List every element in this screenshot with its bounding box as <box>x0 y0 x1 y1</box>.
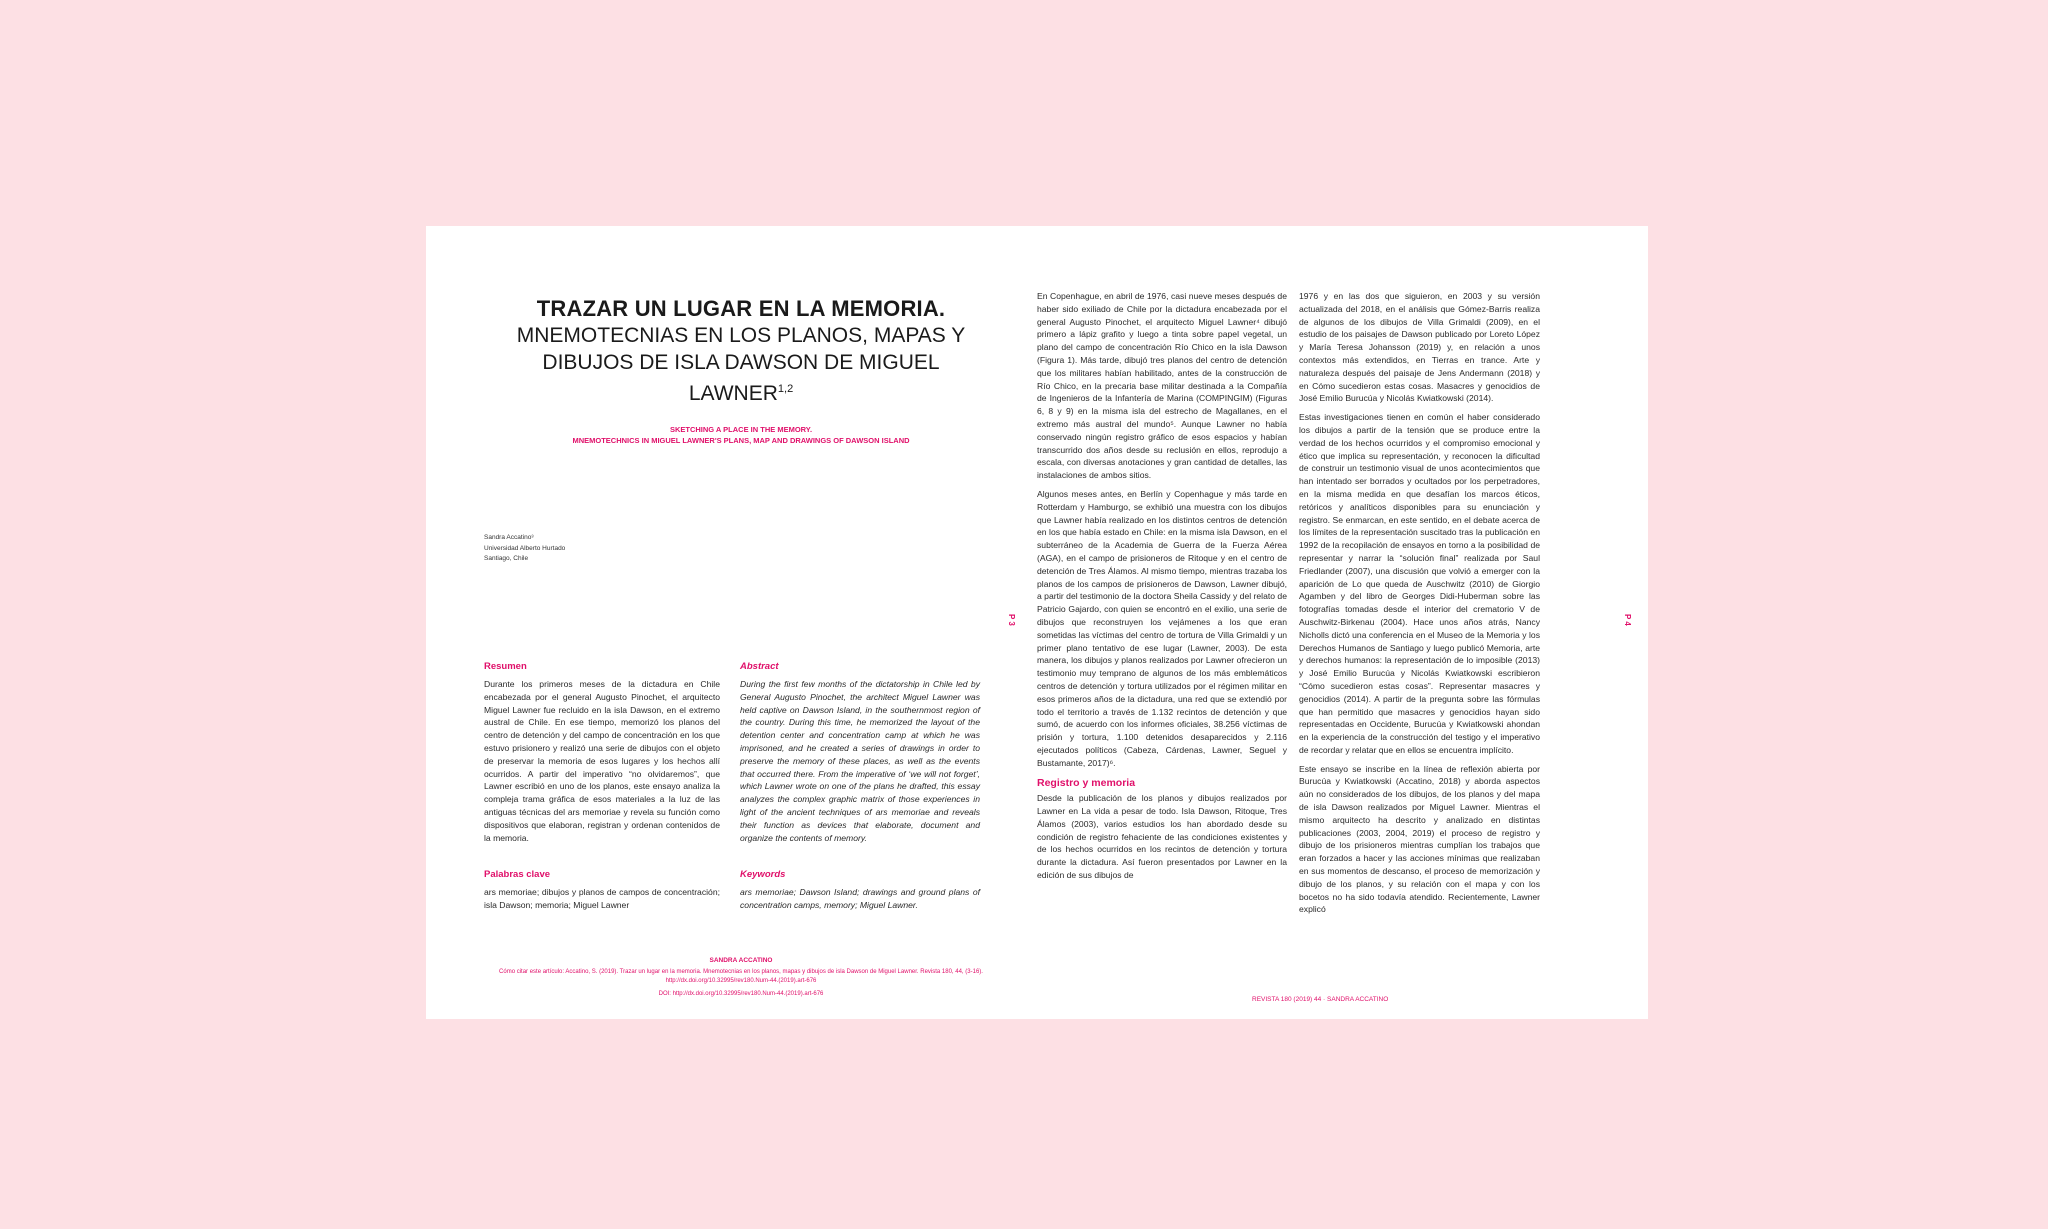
palabras-clave-text: ars memoriae; dibujos y planos de campos de concentración; isla Dawson; memoria; Miguel Lawner <box>484 887 720 910</box>
body-paragraph: Algunos meses antes, en Berlín y Copenhague y más tarde en Rotterdam y Hamburgo, se exhibió una muestra con los dibujos que Lawner había realizado en los distintos centros de detención en los que había estado en Chile: en la misma isla Dawson, en el subterráneo de la Academia de Guerra de la Fuerza Aérea (AGA), en el campo de prisioneros de Ritoque y en el centro de detención de Tres Álamos. Al mismo tiempo, mientras trazaba los planos de los campos de prisioneros de Dawson, Lawner dibujó, a partir del testimonio de la doctora Sheila Cassidy y del relato de Patricio Gajardo, con quien se encontró en el exilio, una serie de dibujos que reconstruyen los vejámenes a los que eran sometidas las víctimas del centro de tortura de Villa Grimaldi y un primer plano tentativo de ese lugar (Lawner, 2003). De esta manera, los dibujos y planos realizados por Lawner ofrecieron un testimonio muy temprano de algunos de los más emblemáticos centros de detención y tortura utilizados por el régimen militar en esos primeros años de la dictadura, una red que se extendió por todo el territorio a través de 1.132 recintos de detención y que sumó, de acuerdo con los informes oficiales, 38.256 víctimas de prisión y tortura, 1.100 detenidos desaparecidos y 2.116 ejecutados políticos (Cabeza, Cárdenas, Lawner, Seguel y Bustamante, 2017)⁶. <box>1037 488 1287 768</box>
footer-doi: DOI: http://dx.doi.org/10.32995/rev180.Num-44.(2019).art-676 <box>658 991 824 997</box>
page-marker-p4: P 4 <box>1623 614 1632 626</box>
title-light-lines <box>511 322 971 407</box>
title-footnote-ref: 1,2 <box>777 383 794 395</box>
abstract-heading: Abstract <box>740 661 779 672</box>
body-paragraph: Desde la publicación de los planos y dibujos realizados por Lawner en La vida a pesar de todo. Isla Dawson, Ritoque, Tres Álamos (2003), varios estudios los han abordado desde su condición de registro fehaciente de las condiciones existentes y de los hechos ocurridos en los recintos de detención y tortura durante la dictadura. Así fueron presentados por Lawner en la edición de sus dibujos de <box>1037 793 1287 881</box>
footer-author: SANDRA ACCATINO <box>709 957 773 964</box>
author-block <box>484 533 565 565</box>
body-paragraph: Estas investigaciones tienen en común el haber considerado los dibujos a partir de la tensión que se produce entre la verdad de los hechos ocurridos y el compromiso emocional y ético que implica su representación, y reconocen la dificultad de construir un testimonio visual de unos acontecimientos que han intentado ser borrados y ocultados por los perpetradores, en la misma medida en que desafían los marcos éticos, retóricos y analíticos disponibles para su enunciación y registro. Se enmarcan, en este sentido, en el debate acerca de los límites de la representación suscitado tras la publicación en 1992 de la recopilación de ensayos en torno a la posibilidad de representar y narrar la “solución final” realizada por Saul Friedlander (2007), una discusión que volvió a emerger con la aparición de Lo que queda de Auschwitz (2010) de Giorgio Agamben y del libro de Georges Didi-Huberman sobre las fotografías tomadas desde el interior del crematorio V de Auschwitz-Birkenau (2004). Hace unos años atrás, Nancy Nicholls dictó una conferencia en el Museo de la Memoria y los Derechos Humanos de Santiago y luego publicó Memoria, arte y derechos humanos: la representación de lo imposible (2013) y José Emilio Burucúa y Nicolás Kwiatkowski escribieron “Cómo sucedieron estas cosas”. Representar masacres y genocidios (2014). A partir de la pregunta sobre las fórmulas que han permitido que masacres y genocidios hayan sido representadas en Occidente, Burucúa y Kwiatkowski ahondan en la experiencia de la construcción del testigo y el imperativo de recordar y relatar que en ellos se encuentra implícito. <box>1299 412 1540 755</box>
title-light-text: MNEMOTECNIAS EN LOS PLANOS, MAPAS Y DIBUJOS DE ISLA DAWSON DE MIGUEL LAWNER <box>516 324 966 405</box>
article-title <box>486 296 996 407</box>
right-footer: REVISTA 180 (2019) 44 · SANDRA ACCATINO <box>1252 996 1389 1003</box>
body-paragraph: Este ensayo se inscribe en la línea de reflexión abierta por Burucúa y Kwiatkowski (Accatino, 2018) y aborda aspectos aún no considerados de los dibujos, de los planos y del mapa de isla Dawson realizados por Miguel Lawner. Mientras el mismo arquitecto ha descrito y analizado en distintas publicaciones (2003, 2004, 2019) el proceso de registro y dibujo de los prisioneros mientras cumplían los trabajos que eran forzados a hacer y las acciones mínimas que realizaban en sus momentos de descanso, el proceso de memorización y dibujo de los planos, y su relación con el mapa y con los bocetos no ha sido todavía atendido. Recientemente, Lawner explicó <box>1299 763 1540 915</box>
section-heading-registro: Registro y memoria <box>1037 777 1136 790</box>
author-location: Santiago, Chile <box>484 555 529 562</box>
english-subtitle <box>486 424 996 446</box>
left-footer <box>486 956 996 999</box>
keywords-heading: Keywords <box>740 869 786 880</box>
body-paragraph: En Copenhague, en abril de 1976, casi nueve meses después de haber sido exiliado de Chile por la dictadura encabezada por el general Augusto Pinochet, el arquitecto Miguel Lawner⁴ dibujó primero a lápiz grafito y luego a tinta sobre papel vegetal, un plano del campo de concentración Río Chico en la isla Dawson (Figura 1). Más tarde, dibujó tres planos del centro de detención que los militares habían habilitado, antes de la construcción de Río Chico, en la precaria base militar destinada a la Compañía de Ingenieros de la Infantería de Marina (COMPINGIM) (Figuras 6, 8 y 9) en la misma isla del estrecho de Magallanes, en el extremo más austral del mundo⁵. Aunque Lawner no había conservado ningún registro gráfico de esos espacios y habían transcurrido dos años desde su reclusión en ellos, reprodujo a escala, con diversas anotaciones y gran cantidad de detalles, las instalaciones de ambos sitios. <box>1037 291 1287 481</box>
author-affiliation: Universidad Alberto Hurtado <box>484 544 566 552</box>
left-page <box>426 226 1037 1019</box>
footer-citation: Cómo citar este artículo: Accatino, S. (2019). Trazar un lugar en la memoria. Mnemotecnias en los planos, mapas y dibujos de isla Dawson de Miguel Lawner. Revista 180, 44, (3-16). http://dx.doi.org/10.32995/rev180.Num-44.(2019).art-676 <box>499 969 983 984</box>
resumen-heading: Resumen <box>484 661 527 672</box>
subtitle-line-1: SKETCHING A PLACE IN THE MEMORY. <box>669 425 813 434</box>
keywords-text: ars memoriae; Dawson Island; drawings and ground plans of concentration camps, memory; Miguel Lawner. <box>740 887 980 910</box>
resumen-text: Durante los primeros meses de la dictadura en Chile encabezada por el general Augusto Pinochet, el arquitecto Miguel Lawner fue recluido en la isla Dawson, en el extremo austral de Chile. En ese tiempo, memorizó los planos del centro de detención y del campo de concentración en los que estuvo prisionero y realizó una serie de dibujos con el objeto de preservar la memoria de esos lugares y los hechos allí ocurridos. A partir del imperativo “no olvidaremos”, que Lawner escribió en uno de los planos, este ensayo analiza la compleja trama gráfica de esos materiales a la luz de las antiguas técnicas del ars memoriae y revela su función como dispositivos que elaboran, registran y ordenan contenidos de la memoria. <box>484 679 720 843</box>
subtitle-line-2: MNEMOTECHNICS IN MIGUEL LAWNER'S PLANS, MAP AND DRAWINGS OF DAWSON ISLAND <box>572 436 910 445</box>
page-marker-p3: P 3 <box>1007 614 1016 626</box>
author-name: Sandra Accatino³ <box>484 534 534 541</box>
body-column-2 <box>1299 290 1540 922</box>
body-paragraph: 1976 y en las dos que siguieron, en 2003 y su versión actualizada del 2018, en el análisis que Gómez-Barris realiza de algunos de los dibujos de Villa Grimaldi (2009), en el estudio de los paisajes de Dawson publicado por Loreto López y María Teresa Johansson (2019) y, en relación a unos contextos más extendidos, en Tierras en trance. Arte y naturaleza después del paisaje de Jens Andermann (2018) y en Cómo sucedieron estas cosas. Masacres y genocidios de José Emilio Burucúa y Nicolás Kwiatkowski (2014). <box>1299 291 1540 404</box>
palabras-clave-heading: Palabras clave <box>484 869 551 880</box>
abstract-text: During the first few months of the dictatorship in Chile led by General Augusto Pinochet, the architect Miguel Lawner was held captive on Dawson Island, in the southernmost region of the country. During this time, he memorized the layout of the detention center and concentration camp at which he was imprisoned, and he created a series of drawings in order to preserve the memory of these places, as well as the events that occurred there. From the imperative of ‘we will not forget’, which Lawner wrote on one of the plans he drafted, this essay analyzes the complex graphic matrix of those experiences in light of the ancient techniques of ars memoriae and reveals their function as devices that elaborate, document and organize the contents of memory. <box>740 679 980 843</box>
body-column-1 <box>1037 290 1287 888</box>
magazine-spread <box>426 226 1648 1019</box>
right-page <box>1037 226 1648 1019</box>
title-bold-line: TRAZAR UN LUGAR EN LA MEMORIA. <box>536 296 946 321</box>
